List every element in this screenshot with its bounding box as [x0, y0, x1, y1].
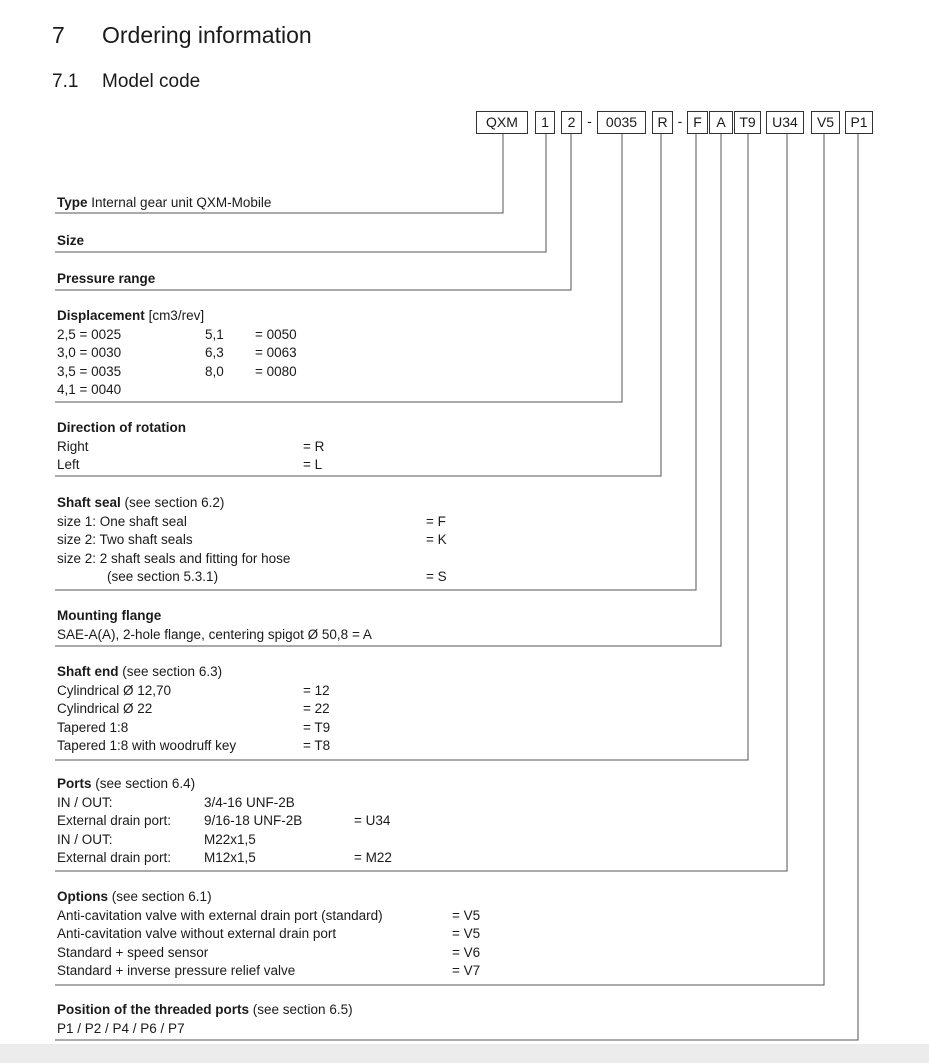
options-code: = V7 — [452, 963, 481, 979]
displacement-code: 3,5 = 0035 — [57, 363, 122, 379]
ports-label: IN / OUT: — [57, 831, 113, 847]
ports-value: 3/4-16 UNF-2B — [204, 794, 295, 810]
displacement-unit: [cm3/rev] — [148, 308, 205, 323]
options-hint: (see section 6.1) — [111, 889, 212, 904]
code-box-shaft-end: T9 — [734, 111, 761, 134]
displacement-code: = 0080 — [255, 363, 297, 379]
shaft-end-label: Cylindrical Ø 22 — [57, 701, 153, 717]
section-title: Ordering information — [102, 22, 312, 48]
ports-value: M22x1,5 — [204, 831, 256, 847]
shaft-seal-code: = S — [426, 569, 447, 585]
shaft-end-code: = T9 — [303, 719, 331, 735]
shaft-seal-code: = K — [426, 532, 447, 548]
displacement-code: 3,0 = 0030 — [57, 345, 122, 361]
displacement-code: 4,1 = 0040 — [57, 382, 122, 398]
shaft-seal-label: (see section 5.3.1) — [107, 569, 219, 585]
code-box-displacement: 0035 — [597, 111, 646, 134]
displacement-code: = 0063 — [255, 345, 297, 361]
shaft-seal-label: size 2: 2 shaft seals and fitting for hose — [57, 550, 291, 566]
code-box-ports: U34 — [766, 111, 804, 134]
threaded-ports-hint: (see section 6.5) — [252, 1002, 353, 1017]
displacement-title: Displacement — [57, 308, 145, 323]
options-label: Standard + speed sensor — [57, 944, 209, 960]
ports-label: External drain port: — [57, 813, 172, 829]
options-code: = V6 — [452, 944, 481, 960]
options-code: = V5 — [452, 907, 481, 923]
subsection-title: Model code — [102, 71, 201, 92]
rotation-label: Left — [57, 457, 80, 473]
code-separator: - — [677, 113, 683, 129]
connector-size — [55, 134, 546, 252]
type-title: Type — [57, 195, 88, 210]
options-code: = V5 — [452, 926, 481, 942]
shaft-seal-label: size 1: One shaft seal — [57, 513, 187, 529]
pressure-title: Pressure range — [57, 271, 156, 286]
shaft-seal-label: size 2: Two shaft seals — [57, 532, 193, 548]
connector-displacement — [55, 134, 622, 402]
ports-code: = U34 — [354, 813, 391, 829]
shaft-end-code: = T8 — [303, 738, 331, 754]
threaded-ports-list: P1 / P2 / P4 / P6 / P7 — [57, 1020, 185, 1036]
rotation-title: Direction of rotation — [57, 420, 186, 435]
ports-hint: (see section 6.4) — [95, 776, 196, 791]
ports-code: = M22 — [354, 850, 392, 866]
type-desc: Internal gear unit QXM-Mobile — [91, 195, 272, 210]
code-box-size: 1 — [535, 111, 555, 134]
code-box-rotation: R — [652, 111, 673, 134]
ports-label: IN / OUT: — [57, 794, 113, 810]
options-label: Standard + inverse pressure relief valve — [57, 963, 296, 979]
rotation-code: = L — [303, 457, 323, 473]
mounting-title: Mounting flange — [57, 608, 162, 623]
code-box-mounting: A — [709, 111, 733, 134]
shaft-end-hint: (see section 6.3) — [122, 664, 223, 679]
shaft-end-code: = 12 — [303, 682, 330, 698]
shaft-seal-code: = F — [426, 513, 446, 529]
ports-value: M12x1,5 — [204, 850, 256, 866]
options-label: Anti-cavitation valve without external drain port — [57, 926, 337, 942]
threaded-ports-title: Position of the threaded ports — [57, 1002, 250, 1017]
options-label: Anti-cavitation valve with external drain port (standard) — [57, 907, 383, 923]
size-title: Size — [57, 233, 85, 248]
subsection-number: 7.1 — [52, 71, 79, 92]
code-box-type: QXM — [476, 111, 528, 134]
shaft-end-code: = 22 — [303, 701, 330, 717]
rotation-code: = R — [303, 438, 325, 454]
shaft-end-label: Tapered 1:8 with woodruff key — [57, 738, 237, 754]
code-box-threaded-ports: P1 — [845, 111, 873, 134]
code-separator: - — [587, 113, 592, 129]
options-title: Options — [57, 889, 108, 904]
displacement-value: 8,0 — [205, 363, 224, 379]
shaft-end-title: Shaft end — [57, 664, 119, 679]
code-box-options: V5 — [811, 111, 840, 134]
displacement-value: 5,1 — [205, 326, 224, 342]
shaft-end-label: Tapered 1:8 — [57, 719, 129, 735]
displacement-value: 6,3 — [205, 345, 224, 361]
code-box-pressure: 2 — [561, 111, 582, 134]
displacement-code: = 0050 — [255, 326, 297, 342]
ports-title: Ports — [57, 776, 92, 791]
shaft-seal-hint: (see section 6.2) — [124, 495, 225, 510]
shaft-end-label: Cylindrical Ø 12,70 — [57, 682, 172, 698]
ports-value: 9/16-18 UNF-2B — [204, 813, 303, 829]
ports-label: External drain port: — [57, 850, 172, 866]
section-number: 7 — [52, 22, 65, 48]
code-box-shaft-seal: F — [687, 111, 708, 134]
shaft-seal-title: Shaft seal — [57, 495, 121, 510]
rotation-label: Right — [57, 438, 89, 454]
mounting-label: SAE-A(A), 2-hole flange, centering spigot Ø 50,8 — [57, 626, 349, 642]
mounting-code: = A — [351, 626, 372, 642]
displacement-code: 2,5 = 0025 — [57, 326, 122, 342]
